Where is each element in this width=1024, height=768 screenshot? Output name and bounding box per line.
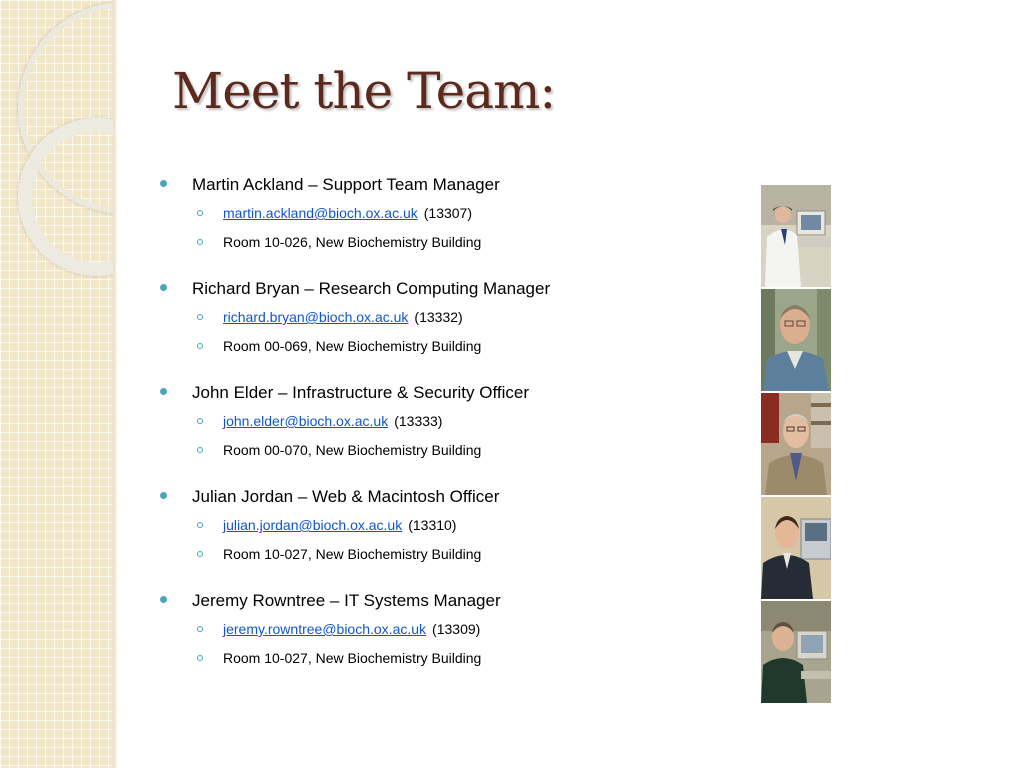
member-heading: Richard Bryan – Research Computing Manager <box>192 279 551 298</box>
sub-bullet-icon <box>197 314 203 320</box>
member-heading: Martin Ackland – Support Team Manager <box>192 175 500 194</box>
sub-bullet-icon <box>197 447 203 453</box>
team-member-photo <box>761 601 831 703</box>
sub-bullet-icon <box>197 655 203 661</box>
member-room: Room 00-069, New Biochemistry Building <box>223 338 482 354</box>
member-heading: John Elder – Infrastructure & Security Officer <box>192 383 529 402</box>
team-member <box>160 378 740 465</box>
member-room-line <box>160 228 740 257</box>
sub-bullet-icon <box>197 522 203 528</box>
phone-extension: (13310) <box>408 517 457 533</box>
team-member-photo <box>761 289 831 391</box>
member-email-line <box>160 407 740 436</box>
member-room: Room 00-070, New Biochemistry Building <box>223 442 482 458</box>
member-heading-line <box>160 586 740 615</box>
team-member <box>160 170 740 257</box>
member-room-line <box>160 332 740 361</box>
team-member <box>160 274 740 361</box>
bullet-icon <box>160 492 167 499</box>
member-room-line <box>160 644 740 673</box>
bullet-icon <box>160 388 167 395</box>
member-heading: Julian Jordan – Web & Macintosh Officer <box>192 487 500 506</box>
phone-extension: (13307) <box>423 205 473 221</box>
member-email-line <box>160 199 740 228</box>
team-list <box>160 170 740 690</box>
member-room: Room 10-027, New Biochemistry Building <box>223 546 482 562</box>
email-link[interactable]: jeremy.rowntree@bioch.ox.ac.uk <box>223 621 427 637</box>
member-room: Room 10-026, New Biochemistry Building <box>223 234 482 250</box>
email-link[interactable]: martin.ackland@bioch.ox.ac.uk <box>223 205 418 221</box>
phone-extension: (13332) <box>414 309 463 325</box>
member-heading: Jeremy Rowntree – IT Systems Manager <box>192 591 501 610</box>
email-link[interactable]: john.elder@bioch.ox.ac.uk <box>223 413 389 429</box>
sub-bullet-icon <box>197 239 203 245</box>
member-heading-line <box>160 274 740 303</box>
member-heading-line <box>160 170 740 199</box>
team-member <box>160 586 740 673</box>
slide-title: Meet the Team: <box>172 62 556 120</box>
team-member <box>160 482 740 569</box>
sub-bullet-icon <box>197 551 203 557</box>
member-email-line <box>160 303 740 332</box>
member-room-line <box>160 540 740 569</box>
member-email-line <box>160 615 740 644</box>
team-member-photo <box>761 185 831 287</box>
team-member-photo <box>761 393 831 495</box>
member-room-line <box>160 436 740 465</box>
phone-extension: (13309) <box>432 621 481 637</box>
sub-bullet-icon <box>197 626 203 632</box>
team-photo-strip <box>761 185 831 705</box>
sub-bullet-icon <box>197 343 203 349</box>
side-band-edge <box>113 0 118 768</box>
member-heading-line <box>160 482 740 511</box>
member-email-line <box>160 511 740 540</box>
email-link[interactable]: richard.bryan@bioch.ox.ac.uk <box>223 309 409 325</box>
sub-bullet-icon <box>197 210 203 216</box>
email-link[interactable]: julian.jordan@bioch.ox.ac.uk <box>223 517 403 533</box>
bullet-icon <box>160 596 167 603</box>
member-heading-line <box>160 378 740 407</box>
bullet-icon <box>160 284 167 291</box>
bullet-icon <box>160 180 167 187</box>
team-member-photo <box>761 497 831 599</box>
phone-extension: (13333) <box>394 413 443 429</box>
sub-bullet-icon <box>197 418 203 424</box>
member-room: Room 10-027, New Biochemistry Building <box>223 650 482 666</box>
decorative-side-band <box>0 0 113 768</box>
